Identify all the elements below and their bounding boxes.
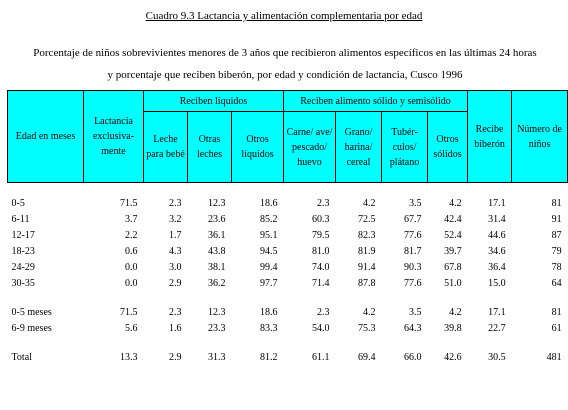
table-row xyxy=(8,276,568,292)
data-table xyxy=(7,90,568,366)
table-cell: 3.5 xyxy=(409,198,422,209)
table-cell: 42.6 xyxy=(444,352,462,363)
table-cell: 99.4 xyxy=(260,262,278,273)
table-row xyxy=(8,212,568,228)
table-cell: 71.5 xyxy=(120,198,138,209)
table-cell: 71.4 xyxy=(312,278,330,289)
table-cell: 69.4 xyxy=(358,352,376,363)
table-cell: 4.2 xyxy=(363,307,376,318)
header-solido-group: Reciben alimento sólido y semisólido xyxy=(284,91,468,112)
table-title: Cuadro 9.3 Lactancia y alimentación complementaria por edad xyxy=(145,10,423,22)
table-cell: 2.3 xyxy=(317,198,330,209)
spacer-cell xyxy=(8,337,568,350)
table-cell: 5.6 xyxy=(125,323,138,334)
table-cell: 72.5 xyxy=(358,214,376,225)
table-cell: 87.8 xyxy=(358,278,376,289)
table-cell: 39.8 xyxy=(444,323,462,334)
header-otras-leches: Otras leches xyxy=(188,112,232,183)
table-cell: 51.0 xyxy=(444,278,462,289)
table-cell: 60.3 xyxy=(312,214,330,225)
table-cell: 44.6 xyxy=(488,230,506,241)
spacer-row xyxy=(8,183,568,197)
table-row xyxy=(8,305,568,321)
table-cell: 4.2 xyxy=(449,307,462,318)
table-cell: 54.0 xyxy=(312,323,330,334)
header-leche-bebe: Leche para bebé xyxy=(144,112,188,183)
header-grano: Grano/ harina/ cereal xyxy=(336,112,382,183)
table-cell: 0.6 xyxy=(125,246,138,257)
table-cell: 71.5 xyxy=(120,307,138,318)
table-cell: 64.3 xyxy=(404,323,422,334)
table-cell: 2.9 xyxy=(169,352,182,363)
table-cell: 22.7 xyxy=(488,323,506,334)
header-biberon: Recibe biberón xyxy=(468,91,512,183)
table-cell: 18.6 xyxy=(260,307,278,318)
table-cell: 97.7 xyxy=(260,278,278,289)
table-cell: 34.6 xyxy=(488,246,506,257)
spacer-row xyxy=(8,292,568,305)
table-cell: 75.3 xyxy=(358,323,376,334)
table-cell: 81.9 xyxy=(358,246,376,257)
table-cell: 17.1 xyxy=(488,198,506,209)
table-cell: 1.6 xyxy=(169,323,182,334)
header-tuberculos: Tubér-culos/ plátano xyxy=(382,112,428,183)
table-cell: 77.6 xyxy=(404,230,422,241)
table-cell: 64 xyxy=(551,278,562,289)
table-row xyxy=(8,321,568,337)
table-row xyxy=(8,196,568,212)
header-liquidos-group: Reciben líquidos xyxy=(144,91,284,112)
table-cell: 481 xyxy=(546,352,562,363)
table-cell: 81.2 xyxy=(260,352,278,363)
row-label: 12-17 xyxy=(11,230,35,241)
header-otros-liquidos: Otros líquidos xyxy=(232,112,284,183)
table-cell: 90.3 xyxy=(404,262,422,273)
spacer-cell xyxy=(8,292,568,305)
row-label: 30-35 xyxy=(11,278,35,289)
table-cell: 79 xyxy=(551,246,562,257)
table-cell: 81.7 xyxy=(404,246,422,257)
table-cell: 3.7 xyxy=(125,214,138,225)
table-cell: 78 xyxy=(551,262,562,273)
table-cell: 52.4 xyxy=(444,230,462,241)
table-cell: 91 xyxy=(551,214,562,225)
row-label: 6-11 xyxy=(11,214,30,225)
table-cell: 95.1 xyxy=(260,230,278,241)
table-cell: 4.2 xyxy=(449,198,462,209)
table-cell: 67.7 xyxy=(404,214,422,225)
table-cell: 36.1 xyxy=(208,230,226,241)
table-cell: 2.2 xyxy=(125,230,138,241)
table-cell: 79.5 xyxy=(312,230,330,241)
spacer-cell xyxy=(8,183,568,197)
table-cell: 94.5 xyxy=(260,246,278,257)
table-cell: 23.3 xyxy=(208,323,226,334)
table-cell: 67.8 xyxy=(444,262,462,273)
table-cell: 0.0 xyxy=(125,278,138,289)
table-cell: 31.3 xyxy=(208,352,226,363)
table-cell: 77.6 xyxy=(404,278,422,289)
table-cell: 42.4 xyxy=(444,214,462,225)
table-cell: 66.0 xyxy=(404,352,422,363)
table-cell: 36.4 xyxy=(488,262,506,273)
table-cell: 2.9 xyxy=(169,278,182,289)
table-cell: 43.8 xyxy=(208,246,226,257)
table-cell: 39.7 xyxy=(444,246,462,257)
table-cell: 61.1 xyxy=(312,352,330,363)
table-cell: 87 xyxy=(551,230,562,241)
table-cell: 83.3 xyxy=(260,323,278,334)
table-cell: 3.5 xyxy=(409,307,422,318)
table-cell: 4.3 xyxy=(169,246,182,257)
table-cell: 12.3 xyxy=(208,307,226,318)
table-cell: 31.4 xyxy=(488,214,506,225)
table-cell: 4.2 xyxy=(363,198,376,209)
table-cell: 74.0 xyxy=(312,262,330,273)
table-cell: 61 xyxy=(551,323,562,334)
table-row xyxy=(8,228,568,244)
table-cell: 1.7 xyxy=(169,230,182,241)
table-cell: 91.4 xyxy=(358,262,376,273)
table-cell: 38.1 xyxy=(208,262,226,273)
table-cell: 2.3 xyxy=(317,307,330,318)
table-row xyxy=(8,350,568,366)
table-cell: 3.2 xyxy=(169,214,182,225)
table-cell: 2.3 xyxy=(169,198,182,209)
table-cell: 36.2 xyxy=(208,278,226,289)
table-cell: 17.1 xyxy=(488,307,506,318)
row-label: 0-5 meses xyxy=(11,307,52,318)
header-numero: Número de niños xyxy=(512,91,568,183)
table-subtitle: Porcentaje de niños sobrevivientes menores de 3 años que recibieron alimentos específicos en las últimas 24 horas y porcentaje que reciben biberón, por edad y condición de lactancia, Cusco 1996 xyxy=(33,47,537,81)
table-row xyxy=(8,244,568,260)
spacer-row xyxy=(8,337,568,350)
table-cell: 30.5 xyxy=(488,352,506,363)
header-lactancia: Lactancia exclusiva-mente xyxy=(84,91,144,183)
row-label: 24-29 xyxy=(11,262,35,273)
header-row-top xyxy=(8,91,568,112)
table-cell: 13.3 xyxy=(120,352,138,363)
header-otros-solidos: Otros sólidos xyxy=(428,112,468,183)
row-label: 18-23 xyxy=(11,246,35,257)
table-cell: 3.0 xyxy=(169,262,182,273)
header-carne: Carne/ ave/ pescado/ huevo xyxy=(284,112,336,183)
table-body xyxy=(8,183,568,367)
table-cell: 81 xyxy=(551,307,562,318)
row-label: 6-9 meses xyxy=(11,323,52,334)
row-label: Total xyxy=(11,352,32,363)
table-cell: 12.3 xyxy=(208,198,226,209)
table-cell: 85.2 xyxy=(260,214,278,225)
table-cell: 2.3 xyxy=(169,307,182,318)
table-cell: 81.0 xyxy=(312,246,330,257)
table-cell: 0.0 xyxy=(125,262,138,273)
table-cell: 82.3 xyxy=(358,230,376,241)
table-cell: 81 xyxy=(551,198,562,209)
table-cell: 18.6 xyxy=(260,198,278,209)
header-edad: Edad en meses xyxy=(8,91,84,183)
table-cell: 23.6 xyxy=(208,214,226,225)
table-row xyxy=(8,260,568,276)
table-cell: 15.0 xyxy=(488,278,506,289)
row-label: 0-5 xyxy=(11,198,25,209)
